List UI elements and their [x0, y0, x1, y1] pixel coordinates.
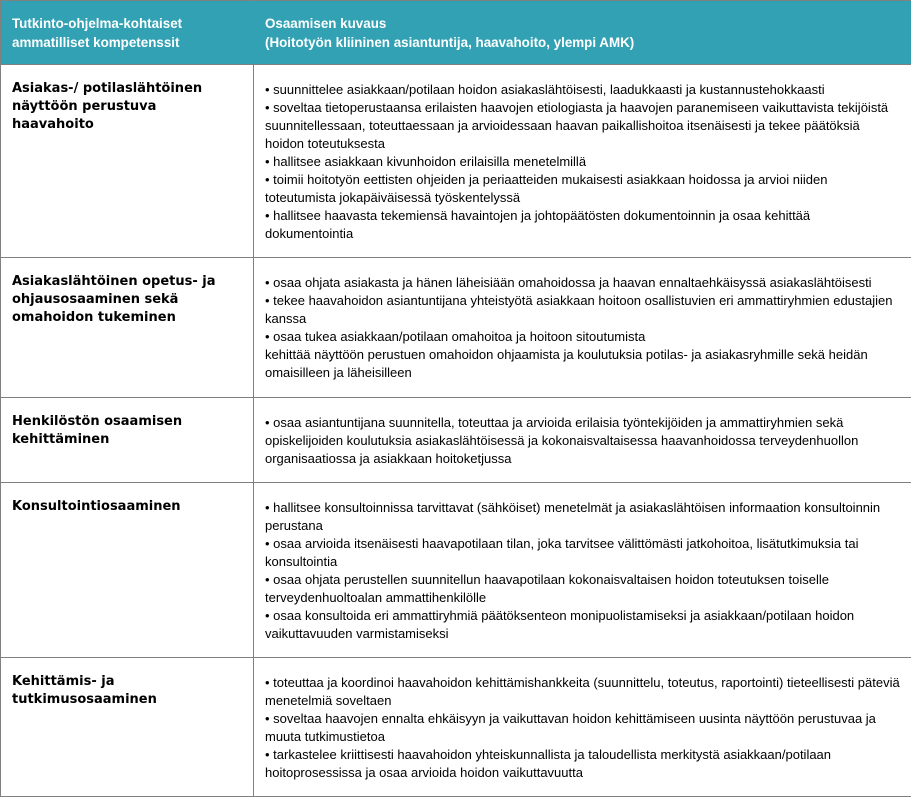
description-item: • toteuttaa ja koordinoi haavahoidon kehittämishankkeita (suunnittelu, toteutus, raportointi) tieteellisesti päteviä menetelmiä soveltaen	[265, 674, 900, 710]
description-item: • osaa ohjata asiakasta ja hänen läheisiään omahoidossa ja haavan ennaltaehkäisyssä asiakaslähtöisesti	[265, 274, 900, 292]
description-item: • osaa asiantuntijana suunnitella, toteuttaa ja arvioida erilaisia työntekijöiden ja ammattiryhmien sekä opiskelijoiden koulutuksia asiakaslähtöisessä ja kokonaisvaltaisessa haavanhoidossa terveydenhuollon organisaatiossa ja asiakkaan hoitoketjussa	[265, 414, 900, 468]
header-competences	[1, 1, 254, 65]
description-item: • soveltaa haavojen ennalta ehkäisyyn ja vaikuttavan hoidon kehittämiseen uusinta näyttöön perustuvaa ja muuta tutkimustietoa	[265, 710, 900, 746]
description-cell	[254, 65, 911, 258]
description-item: • osaa ohjata perustellen suunnitellun haavapotilaan kokonaisvaltaisen hoidon toteutuksen toiselle terveydenhuoltoalan ammattihenkilölle	[265, 571, 900, 607]
competence-label: Konsultointiosaaminen	[1, 483, 254, 658]
description-item: • hallitsee haavasta tekemiensä havaintojen ja johtopäätösten dokumentoinnin ja osaa kehittää dokumentointia	[265, 207, 900, 243]
description-item: • suunnittelee asiakkaan/potilaan hoidon asiakaslähtöisesti, laadukkaasti ja kustannustehokkaasti	[265, 81, 900, 99]
header-description	[254, 1, 911, 65]
table-row	[1, 398, 911, 483]
header-description-line: Osaamisen kuvaus	[265, 14, 900, 33]
table-header	[1, 1, 911, 65]
description-cell	[254, 483, 911, 658]
competence-label: Kehittämis- ja tutkimusosaaminen	[1, 658, 254, 797]
description-item: • tekee haavahoidon asiantuntijana yhteistyötä asiakkaan hoitoon osallistuvien eri ammattiryhmien edustajien kanssa	[265, 292, 900, 328]
description-item: • hallitsee konsultoinnissa tarvittavat (sähköiset) menetelmät ja asiakaslähtöisen informaation konsultoinnin perustana	[265, 499, 900, 535]
table-row	[1, 65, 911, 258]
competence-label: Asiakas-/ potilaslähtöinen näyttöön perustuva haavahoito	[1, 65, 254, 258]
table-body	[1, 65, 911, 797]
description-item: kehittää näyttöön perustuen omahoidon ohjaamista ja koulutuksia potilas- ja asiakasryhmille sekä heidän omaisilleen ja läheisilleen	[265, 346, 900, 382]
header-description-subtitle: (Hoitotyön kliininen asiantuntija, haavahoito, ylempi AMK)	[265, 33, 900, 52]
header-row	[1, 1, 911, 65]
description-cell	[254, 258, 911, 398]
description-item: • tarkastelee kriittisesti haavahoidon yhteiskunnallista ja taloudellista merkitystä asiakkaan/potilaan hoitoprosessissa ja osaa arvioida hoidon vaikuttavuutta	[265, 746, 900, 782]
description-item: • hallitsee asiakkaan kivunhoidon erilaisilla menetelmillä	[265, 153, 900, 171]
competence-label: Asiakaslähtöinen opetus- ja ohjausosaaminen sekä omahoidon tukeminen	[1, 258, 254, 398]
description-item: • soveltaa tietoperustaansa erilaisten haavojen etiologiasta ja haavojen paranemiseen vaikuttavista tekijöistä suunnitellessaan, toteuttaessaan ja arvioidessaan haavan paikallishoitoa itsenäisesti ja tekee päätöksiä hoidon toteutuksesta	[265, 99, 900, 153]
description-cell	[254, 658, 911, 797]
table-row	[1, 658, 911, 797]
description-item: • osaa arvioida itsenäisesti haavapotilaan tilan, joka tarvitsee välittömästi jatkohoitoa, lisätutkimuksia tai konsultointia	[265, 535, 900, 571]
header-competences-line: ammatilliset kompetenssit	[12, 33, 242, 52]
description-item: • osaa tukea asiakkaan/potilaan omahoitoa ja hoitoon sitoutumista	[265, 328, 900, 346]
table-row	[1, 483, 911, 658]
competence-label: Henkilöstön osaamisen kehittäminen	[1, 398, 254, 483]
description-item: • osaa konsultoida eri ammattiryhmiä päätöksenteon monipuolistamiseksi ja asiakkaan/potilaan hoidon vaikuttavuuden varmistamiseksi	[265, 607, 900, 643]
description-cell	[254, 398, 911, 483]
description-item: • toimii hoitotyön eettisten ohjeiden ja periaatteiden mukaisesti asiakkaan hoidossa ja arvioi niiden toteutumista jokapäiväisessä työskentelyssä	[265, 171, 900, 207]
header-competences-line: Tutkinto-ohjelma-kohtaiset	[12, 14, 242, 33]
table-row	[1, 258, 911, 398]
